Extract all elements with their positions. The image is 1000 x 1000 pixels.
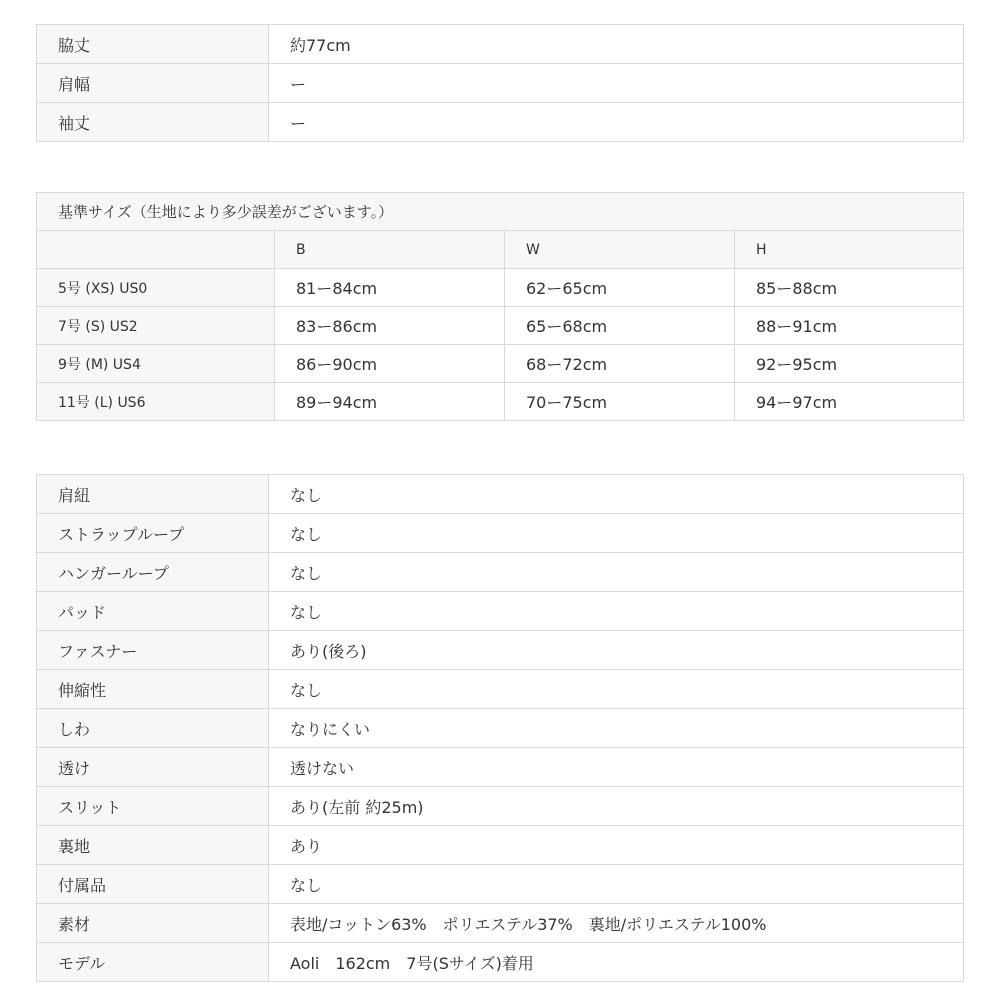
row-label: 袖丈 bbox=[37, 103, 269, 142]
row-label: 裏地 bbox=[37, 826, 269, 865]
waist-value: 70ー75cm bbox=[505, 383, 735, 421]
details-table bbox=[36, 474, 964, 982]
row-label: ストラップループ bbox=[37, 514, 269, 553]
row-value: 表地/コットン63% ポリエステル37% 裏地/ポリエステル100% bbox=[269, 904, 964, 943]
row-value: なし bbox=[269, 475, 964, 514]
table-header-row bbox=[37, 231, 964, 269]
size-label: 7号 (S) US2 bbox=[37, 307, 275, 345]
column-header: H bbox=[735, 231, 964, 269]
row-value: ー bbox=[269, 64, 964, 103]
column-header: W bbox=[505, 231, 735, 269]
row-label: 脇丈 bbox=[37, 25, 269, 64]
table-row bbox=[37, 64, 964, 103]
row-value: Aoli 162cm 7号(Sサイズ)着用 bbox=[269, 943, 964, 982]
size-chart-caption: 基準サイズ（生地により多少誤差がございます。） bbox=[37, 193, 964, 231]
waist-value: 62ー65cm bbox=[505, 269, 735, 307]
column-header bbox=[37, 231, 275, 269]
row-value: あり(後ろ) bbox=[269, 631, 964, 670]
row-label: モデル bbox=[37, 943, 269, 982]
row-value: なりにくい bbox=[269, 709, 964, 748]
hip-value: 88ー91cm bbox=[735, 307, 964, 345]
row-value: 透けない bbox=[269, 748, 964, 787]
table-row bbox=[37, 865, 964, 904]
row-label: スリット bbox=[37, 787, 269, 826]
row-value: ー bbox=[269, 103, 964, 142]
waist-value: 65ー68cm bbox=[505, 307, 735, 345]
table-row bbox=[37, 709, 964, 748]
row-value: なし bbox=[269, 670, 964, 709]
table-row bbox=[37, 826, 964, 865]
size-label: 9号 (M) US4 bbox=[37, 345, 275, 383]
column-header: B bbox=[275, 231, 505, 269]
row-value: あり bbox=[269, 826, 964, 865]
bust-value: 81ー84cm bbox=[275, 269, 505, 307]
row-value: なし bbox=[269, 865, 964, 904]
table-row bbox=[37, 383, 964, 421]
row-value: なし bbox=[269, 514, 964, 553]
row-value: あり(左前 約25m) bbox=[269, 787, 964, 826]
row-label: 付属品 bbox=[37, 865, 269, 904]
row-label: 伸縮性 bbox=[37, 670, 269, 709]
row-label: 透け bbox=[37, 748, 269, 787]
size-label: 11号 (L) US6 bbox=[37, 383, 275, 421]
row-label: しわ bbox=[37, 709, 269, 748]
row-value: なし bbox=[269, 553, 964, 592]
table-row bbox=[37, 904, 964, 943]
hip-value: 85ー88cm bbox=[735, 269, 964, 307]
row-label: 素材 bbox=[37, 904, 269, 943]
table-caption-row bbox=[37, 193, 964, 231]
table-row bbox=[37, 787, 964, 826]
bust-value: 83ー86cm bbox=[275, 307, 505, 345]
table-row bbox=[37, 475, 964, 514]
hip-value: 94ー97cm bbox=[735, 383, 964, 421]
table-row bbox=[37, 943, 964, 982]
row-label: ハンガーループ bbox=[37, 553, 269, 592]
table-row bbox=[37, 345, 964, 383]
measurements-table bbox=[36, 24, 964, 142]
row-label: 肩紐 bbox=[37, 475, 269, 514]
row-label: 肩幅 bbox=[37, 64, 269, 103]
table-row bbox=[37, 307, 964, 345]
table-row bbox=[37, 514, 964, 553]
table-row bbox=[37, 748, 964, 787]
row-label: パッド bbox=[37, 592, 269, 631]
size-label: 5号 (XS) US0 bbox=[37, 269, 275, 307]
table-row bbox=[37, 553, 964, 592]
table-row bbox=[37, 670, 964, 709]
table-row bbox=[37, 103, 964, 142]
row-value: 約77cm bbox=[269, 25, 964, 64]
table-row bbox=[37, 269, 964, 307]
table-row bbox=[37, 592, 964, 631]
table-row bbox=[37, 25, 964, 64]
size-chart-table bbox=[36, 192, 964, 421]
row-label: ファスナー bbox=[37, 631, 269, 670]
bust-value: 86ー90cm bbox=[275, 345, 505, 383]
row-value: なし bbox=[269, 592, 964, 631]
hip-value: 92ー95cm bbox=[735, 345, 964, 383]
bust-value: 89ー94cm bbox=[275, 383, 505, 421]
waist-value: 68ー72cm bbox=[505, 345, 735, 383]
table-row bbox=[37, 631, 964, 670]
